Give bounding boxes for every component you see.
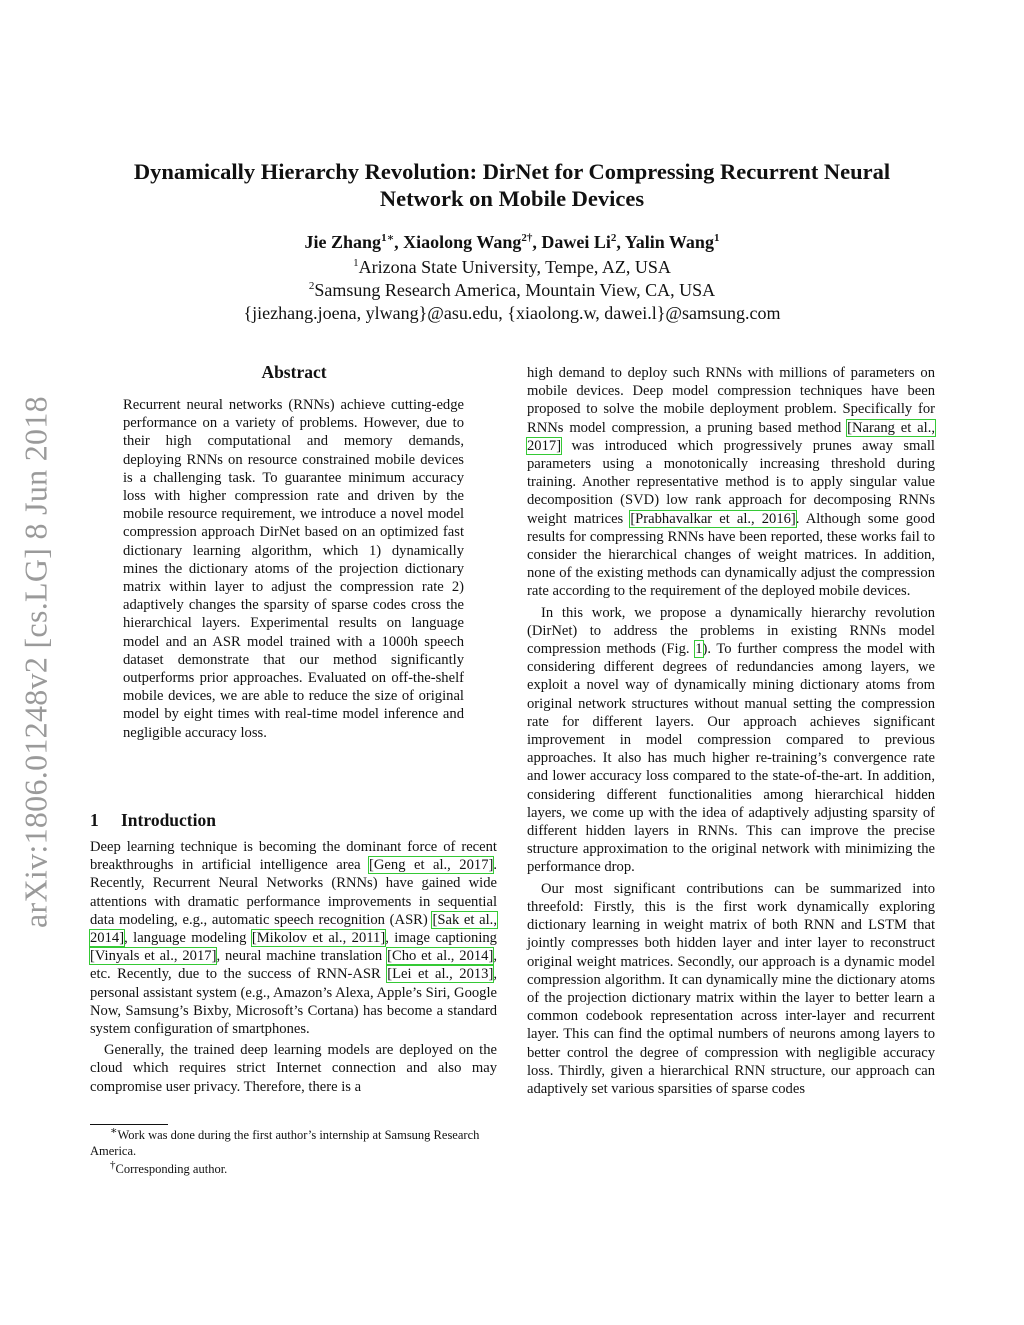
citation-link[interactable]: [Lei et al., 2013] xyxy=(387,966,494,983)
citation-link[interactable]: [Cho et al., 2014] xyxy=(387,948,494,965)
abstract-paragraph: Recurrent neural networks (RNNs) achieve cutting-edge performance on a variety of problems. However, due to their high computational and memory demands, deploying RNNs on resource constrained mobile devices is a challenging task. To guarantee minimum accuracy loss with higher compression rate and driven by the mobile resource requirement, we introduce a novel model compression approach DirNet based on an optimized fast dictionary learning algorithm, which 1) dynamically mines the dictionary atoms of the projection dictionary matrix within layer to adjust the compression rate 2) adaptively changes the sparsity of sparse codes cross the hierarchical layers. Experimental results on language model and an ASR model trained with a 1000h speech dataset demonstrate that our method significantly outperforms prior approaches. Evaluated on off-the-shelf mobile devices, we are able to reduce the size of original model by eight times with real-time model inference and negligible accuracy loss. xyxy=(123,397,464,741)
footnote-1: ∗Work was done during the first author’s internship at Samsung Research America. xyxy=(90,1124,480,1158)
author-emails: {jiezhang.joena, ylwang}@asu.edu, {xiaolong.w, dawei.l}@samsung.com xyxy=(243,303,781,323)
affiliation-1: $^1$Arizona State University, Tempe, AZ, USA xyxy=(353,257,671,277)
abstract-text xyxy=(123,396,464,742)
section-number: 1 xyxy=(90,810,99,830)
title-line-1: Dynamically Hierarchy Revolution: DirNet for Compressing Recurrent Neural xyxy=(133,159,891,184)
abstract-heading: Abstract xyxy=(261,362,327,382)
section-heading-introduction xyxy=(90,810,216,831)
author: Xiaolong Wang$^{2\dagger}$, xyxy=(403,232,542,252)
citation-link[interactable]: [Prabhavalkar et al., 2016] xyxy=(630,510,796,527)
citation-link[interactable]: 1 xyxy=(695,641,703,658)
title-line-2: Network on Mobile Devices xyxy=(379,186,645,211)
right-paragraph-2: In this work, we propose a dynamically hierarchy revolution (DirNet) to address the problems in existing RNNs model compression methods (Fig. 1). To further compress the model with considering different degrees of redundancies among layers, we exploit a novel way of dynamically mining dictionary atoms from original network structures without manual setting the compression rate for different layers. Our approach achieves significant improvement in model compression compared to previous approaches. It also has much higher re-training’s convergence rate and lower accuracy loss compared to the state-of-the-art. In addition, considering different functionalities among hierarchical hidden layers, we come up with the idea of adaptively adjusting sparsity of different hidden layers in RNNs. This can improve the precise structure approximation to the original network with minimizing the performance drop. xyxy=(527,604,935,876)
author: Jie Zhang$^{1∗}$, xyxy=(304,232,404,252)
introduction-right-column xyxy=(527,364,935,1098)
arxiv-sidebar xyxy=(12,370,60,955)
right-paragraph-1: high demand to deploy such RNNs with millions of parameters on mobile devices. Deep model compression techniques have been proposed to solve the mobile deployment problem. Specifically for RNNs model compression, a pruning based method [Narang et al., 2017] was introduced which progressively prunes away small parameters using a monotonically increasing threshold during training. Another representative method is to apply singular value decomposition (SVD) low rank approach for decomposing RNNs weight matrices [Prabhavalkar et al., 2016]. Although some good results for compressing RNNs have been reported, these works fail to consider the hierarchical changes of weight matrices. In addition, none of the existing methods can dynamically adjust the compression rate according to the requirement of the deployed mobile devices. xyxy=(527,365,935,600)
author: Yalin Wang$^1$ xyxy=(624,232,720,252)
section-title: Introduction xyxy=(121,810,216,830)
introduction-left-column xyxy=(90,838,497,1096)
intro-paragraph-1: Deep learning technique is becoming the dominant force of recent breakthroughs in artificial intelligence area [Geng et al., 2017]. Recently, Recurrent Neural Networks (RNNs) have gained wide attentions with dramatic performance improvements in sequential data modeling, e.g., automatic speech recognition (ASR) [Sak et al., 2014], language modeling [Mikolov et al., 2011], image captioning [Vinyals et al., 2017], neural machine translation [Cho et al., 2014], etc. Recently, due to the success of RNN-ASR [Lei et al., 2013], personal assistant system (e.g., Amazon’s Alexa, Apple’s Siri, Google Now, Samsung’s Bixby, Microsoft’s Cortana) has become a standard system configuration of smartphones. xyxy=(90,839,498,1038)
author: Dawei Li$^2$, xyxy=(541,232,625,252)
citation-link[interactable]: [Vinyals et al., 2017] xyxy=(90,948,217,965)
paper-title xyxy=(100,158,924,212)
citation-link[interactable]: [Geng et al., 2017] xyxy=(369,857,494,874)
affiliation-2: $^2$Samsung Research America, Mountain View, CA, USA xyxy=(308,280,716,300)
citation-link[interactable]: [Mikolov et al., 2011] xyxy=(251,930,386,947)
footnote-2: †Corresponding author. xyxy=(110,1158,228,1176)
citation-link[interactable]: [Narang et al., 2017] xyxy=(527,419,935,454)
arxiv-identifier: arXiv:1806.01248v2 [cs.LG] 8 Jun 2018 xyxy=(17,396,54,928)
author-list xyxy=(100,231,924,253)
intro-paragraph-2: Generally, the trained deep learning models are deployed on the cloud which requires strict Internet connection and also may compromise user privacy. Therefore, there is a xyxy=(90,1042,497,1095)
right-paragraph-3: Our most significant contributions can be summarized into threefold: Firstly, this is the first work dynamically exploring dictionary learning in weight matrix of both RNN and LSTM that jointly compresses both hidden layer and inter layer to reconstruct original weight matrices. Secondly, our approach is a dynamic model compression algorithm. It can dynamically mine the dictionary atoms of the projection dictionary matrix within the layer to better learn a common codebook representation across inter-layer and recurrent layer. This can find the optimal numbers of neurons among layers to better control the degree of compression with negligible accuracy loss. Thirdly, given a hierarchical RNN structure, our approach can adaptively set various sparsities of sparse codes xyxy=(527,880,935,1097)
footnote-divider xyxy=(90,1124,168,1125)
citation-link[interactable]: [Sak et al., 2014] xyxy=(90,911,497,947)
